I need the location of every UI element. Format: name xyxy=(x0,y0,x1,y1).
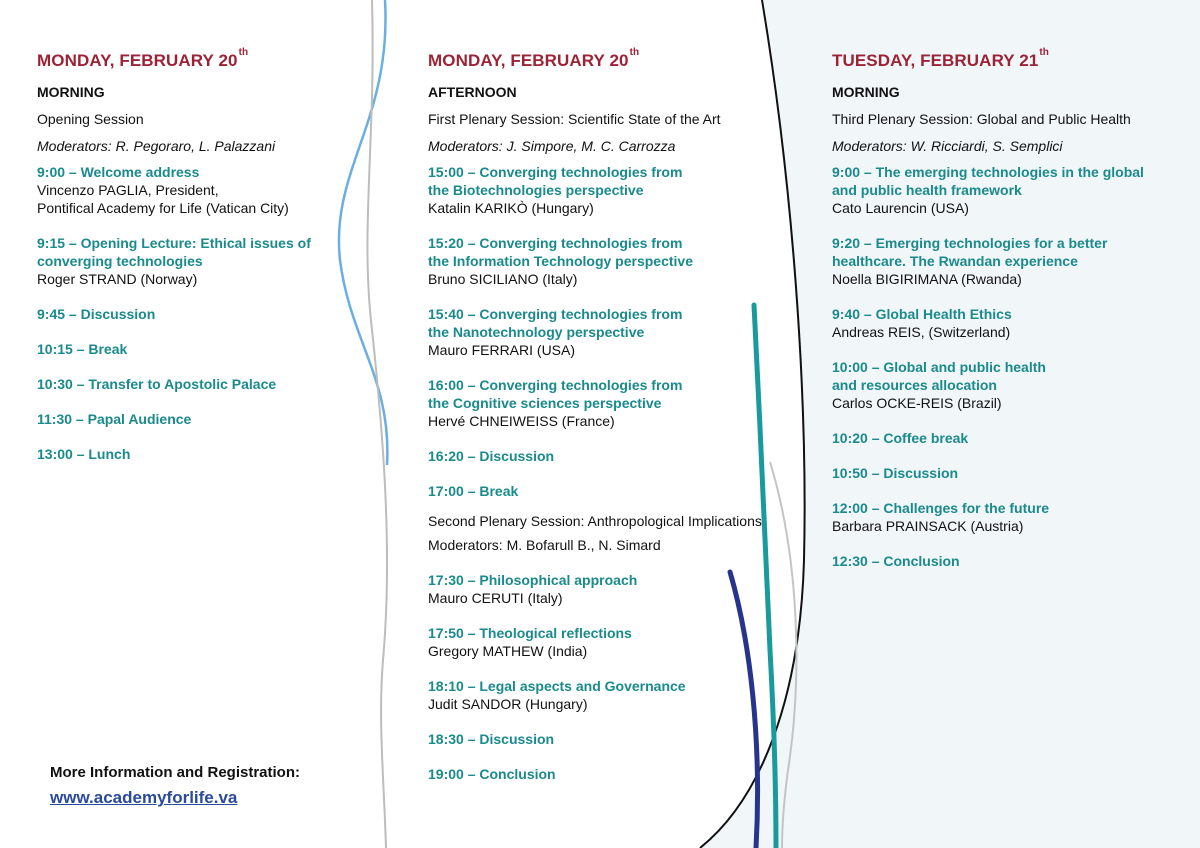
agenda-list xyxy=(832,163,1177,570)
agenda-item-speaker: Gregory MATHEW (India) xyxy=(428,643,588,659)
agenda-item-speaker: Bruno SICILIANO (Italy) xyxy=(428,271,578,287)
column-monday-afternoon xyxy=(428,47,773,800)
agenda-item-title: 13:00 – Lunch xyxy=(37,446,131,462)
agenda-item-title: 9:20 – Emerging technologies for a better healthcare. The Rwandan experience xyxy=(832,235,1108,269)
agenda-item xyxy=(832,234,1177,288)
agenda-item-title: 10:00 – Global and public health and resources allocation xyxy=(832,359,1046,393)
agenda-item-speaker: Andreas REIS, (Switzerland) xyxy=(832,324,1011,340)
agenda-item-title: 12:00 – Challenges for the future xyxy=(832,500,1050,516)
agenda-item xyxy=(428,376,773,430)
agenda-item xyxy=(832,429,1177,447)
session-title: Third Plenary Session: Global and Public Health xyxy=(832,111,1131,127)
agenda-item xyxy=(428,482,773,500)
agenda-item xyxy=(428,571,773,607)
agenda-item-speaker: Mauro CERUTI (Italy) xyxy=(428,590,563,606)
agenda-item xyxy=(832,499,1177,535)
agenda-item-speaker: Mauro FERRARI (USA) xyxy=(428,342,576,358)
agenda-item-speaker: Judit SANDOR (Hungary) xyxy=(428,696,588,712)
agenda-item-speaker: Carlos OCKE-REIS (Brazil) xyxy=(832,395,1002,411)
moderators: Moderators: W. Ricciardi, S. Semplici xyxy=(832,138,1063,154)
agenda-item-title: 10:30 – Transfer to Apostolic Palace xyxy=(37,376,277,392)
agenda-item-title: 9:00 – The emerging technologies in the global and public health framework xyxy=(832,164,1144,198)
agenda-item-title: 15:20 – Converging technologies from the Information Technology perspective xyxy=(428,235,694,269)
agenda-item xyxy=(832,163,1177,217)
agenda-item-title: 16:20 – Discussion xyxy=(428,448,555,464)
agenda-item-speaker: Katalin KARIKÒ (Hungary) xyxy=(428,200,594,216)
day-heading: TUESDAY, FEBRUARY 21th xyxy=(832,47,1050,70)
agenda-item-title: 15:40 – Converging technologies from the Nanotechnology perspective xyxy=(428,306,683,340)
agenda-list-2 xyxy=(428,571,773,783)
agenda-item-title: 18:30 – Discussion xyxy=(428,731,555,747)
column-tuesday-morning xyxy=(832,47,1177,587)
agenda-item-title: 9:45 – Discussion xyxy=(37,306,156,322)
agenda-item xyxy=(428,305,773,359)
agenda-item-speaker: Roger STRAND (Norway) xyxy=(37,271,198,287)
agenda-item xyxy=(832,552,1177,570)
moderators: Moderators: J. Simpore, M. C. Carrozza xyxy=(428,138,676,154)
session-title-2: Second Plenary Session: Anthropological Implications xyxy=(428,513,762,529)
agenda-item-speaker: Cato Laurencin (USA) xyxy=(832,200,969,216)
agenda-item-title: 10:15 – Break xyxy=(37,341,128,357)
period-label: MORNING xyxy=(832,84,900,100)
agenda-item-title: 11:30 – Papal Audience xyxy=(37,411,192,427)
agenda-item xyxy=(37,340,367,358)
registration-label: More Information and Registration: xyxy=(50,764,301,781)
agenda-item xyxy=(428,730,773,748)
agenda-item-title: 9:00 – Welcome address xyxy=(37,164,200,180)
column-monday-morning xyxy=(37,47,367,480)
registration-info xyxy=(50,763,300,810)
agenda-item xyxy=(37,375,367,393)
agenda-item-speaker: Vincenzo PAGLIA, President, Pontifical Academy for Life (Vatican City) xyxy=(37,182,289,216)
agenda-item-speaker: Barbara PRAINSACK (Austria) xyxy=(832,518,1024,534)
agenda-item-title: 18:10 – Legal aspects and Governance xyxy=(428,678,686,694)
agenda-item xyxy=(37,163,367,217)
agenda-list xyxy=(37,163,367,463)
session-title: Opening Session xyxy=(37,111,144,127)
agenda-item-title: 15:00 – Converging technologies from the Biotechnologies perspective xyxy=(428,164,683,198)
agenda-item xyxy=(832,305,1177,341)
agenda-item xyxy=(37,445,367,463)
agenda-item xyxy=(428,677,773,713)
agenda-item xyxy=(832,358,1177,412)
agenda-item-title: 12:30 – Conclusion xyxy=(832,553,960,569)
moderators: Moderators: R. Pegoraro, L. Palazzani xyxy=(37,138,276,154)
day-heading: MONDAY, FEBRUARY 20th xyxy=(37,47,249,70)
agenda-item xyxy=(37,410,367,428)
agenda-item-title: 19:00 – Conclusion xyxy=(428,766,556,782)
agenda-item-title: 10:50 – Discussion xyxy=(832,465,959,481)
period-label: MORNING xyxy=(37,84,105,100)
agenda-item-speaker: Noella BIGIRIMANA (Rwanda) xyxy=(832,271,1022,287)
agenda-item xyxy=(37,305,367,323)
agenda-item xyxy=(428,163,773,217)
agenda-item xyxy=(37,234,367,288)
agenda-item-title: 9:40 – Global Health Ethics xyxy=(832,306,1012,322)
agenda-list xyxy=(428,163,773,500)
agenda-item-title: 17:30 – Philosophical approach xyxy=(428,572,638,588)
agenda-item-title: 16:00 – Converging technologies from the Cognitive sciences perspective xyxy=(428,377,683,411)
agenda-item xyxy=(428,447,773,465)
agenda-item-title: 17:00 – Break xyxy=(428,483,519,499)
agenda-item xyxy=(428,234,773,288)
session-title: First Plenary Session: Scientific State of the Art xyxy=(428,111,721,127)
agenda-item xyxy=(428,624,773,660)
agenda-item xyxy=(428,765,773,783)
website-link[interactable]: www.academyforlife.va xyxy=(50,788,238,807)
agenda-item-speaker: Hervé CHNEIWEISS (France) xyxy=(428,413,615,429)
agenda-item xyxy=(832,464,1177,482)
day-heading: MONDAY, FEBRUARY 20th xyxy=(428,47,640,70)
agenda-item-title: 10:20 – Coffee break xyxy=(832,430,969,446)
period-label: AFTERNOON xyxy=(428,84,517,100)
moderators-2: Moderators: M. Bofarull B., N. Simard xyxy=(428,537,661,553)
agenda-item-title: 17:50 – Theological reflections xyxy=(428,625,632,641)
agenda-item-title: 9:15 – Opening Lecture: Ethical issues of converging technologies xyxy=(37,235,311,269)
